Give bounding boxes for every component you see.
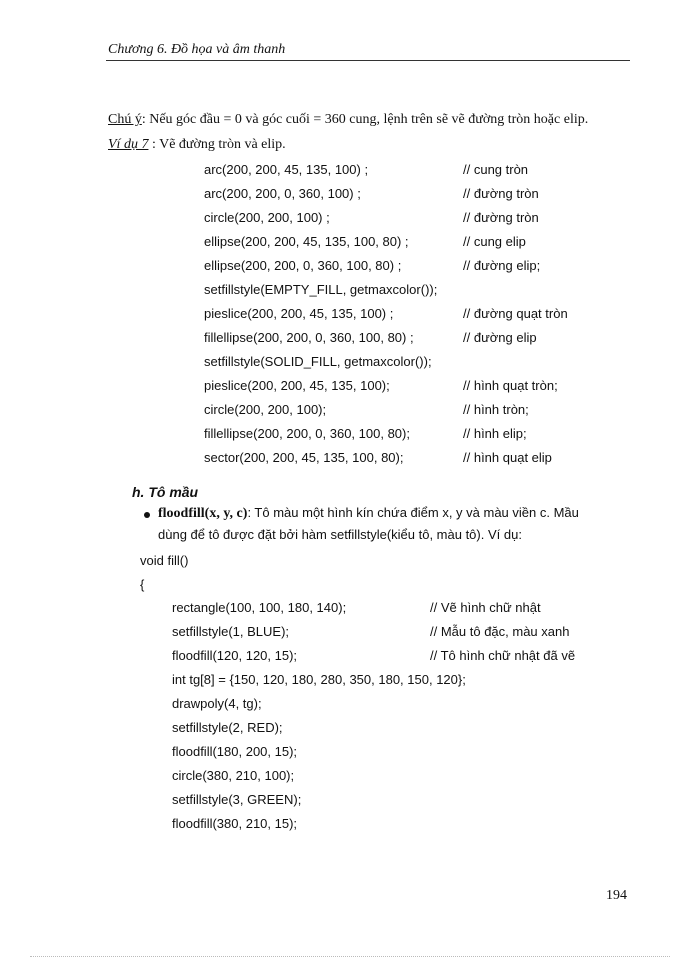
- code-line: arc(200, 200, 0, 360, 100) ;: [204, 186, 361, 201]
- code-line: arc(200, 200, 45, 135, 100) ;: [204, 162, 369, 177]
- note-line: [108, 112, 588, 128]
- page-header: Chương 6. Đồ họa và âm thanh: [108, 42, 286, 57]
- code-line: fillellipse(200, 200, 0, 360, 100, 80) ;: [204, 330, 414, 345]
- code-line: floodfill(180, 200, 15);: [172, 744, 298, 759]
- code-comment: // đường elip: [463, 330, 537, 345]
- code-comment: // hình quạt elip: [463, 450, 552, 465]
- code-line: circle(200, 200, 100);: [204, 402, 327, 417]
- bullet-icon: [144, 512, 150, 518]
- fill-signature: void fill(): [140, 553, 189, 568]
- code-line: setfillstyle(SOLID_FILL, getmaxcolor());: [204, 354, 432, 369]
- floodfill-desc: : Tô màu một hình kín chứa điểm x, y và màu viền c. Mầu: [247, 505, 579, 520]
- code-line: setfillstyle(EMPTY_FILL, getmaxcolor());: [204, 282, 438, 297]
- code-line: pieslice(200, 200, 45, 135, 100);: [204, 378, 390, 393]
- code-line: int tg[8] = {150, 120, 180, 280, 350, 180, 150, 120};: [172, 672, 466, 687]
- code-line: fillellipse(200, 200, 0, 360, 100, 80);: [204, 426, 410, 441]
- code-line: setfillstyle(3, GREEN);: [172, 792, 302, 807]
- code-comment: // Tô hình chữ nhật đã vẽ: [430, 648, 576, 663]
- code-line: sector(200, 200, 45, 135, 100, 80);: [204, 450, 404, 465]
- code-line: rectangle(100, 100, 180, 140);: [172, 600, 347, 615]
- code-comment: // cung elip: [463, 234, 526, 249]
- example-text: : Vẽ đường tròn và elip.: [148, 137, 286, 152]
- code-line: setfillstyle(1, BLUE);: [172, 624, 290, 639]
- code-comment: // đường tròn: [463, 210, 539, 225]
- code-line: floodfill(380, 210, 15);: [172, 816, 298, 831]
- floodfill-desc-line2: dùng để tô được đặt bởi hàm setfillstyle(kiểu tô, màu tô). Ví dụ:: [158, 527, 522, 542]
- code-line: ellipse(200, 200, 0, 360, 100, 80) ;: [204, 258, 402, 273]
- example-label: Ví dụ 7: [108, 137, 149, 152]
- code-line: pieslice(200, 200, 45, 135, 100) ;: [204, 306, 394, 321]
- code-comment: // đường tròn: [463, 186, 539, 201]
- code-line: ellipse(200, 200, 45, 135, 100, 80) ;: [204, 234, 409, 249]
- code-line: drawpoly(4, tg);: [172, 696, 262, 711]
- code-comment: // hình tròn;: [463, 402, 529, 417]
- code-comment: // Mẫu tô đặc, màu xanh: [430, 624, 570, 639]
- code-comment: // đường elip;: [463, 258, 541, 273]
- floodfill-func: floodfill(x, y, c): [158, 506, 248, 521]
- floodfill-desc-line1: [158, 505, 579, 522]
- bottom-rule: [30, 956, 670, 957]
- page-number: 194: [606, 888, 627, 903]
- fill-open-brace: {: [140, 577, 145, 592]
- code-line: floodfill(120, 120, 15);: [172, 648, 298, 663]
- code-line: setfillstyle(2, RED);: [172, 720, 283, 735]
- note-text: : Nếu góc đầu = 0 và góc cuối = 360 cung, lệnh trên sẽ vẽ đường tròn hoặc elip.: [141, 112, 589, 127]
- section-heading: h. Tô mầu: [132, 484, 199, 500]
- code-comment: // hình quạt tròn;: [463, 378, 558, 393]
- example-line: [108, 137, 286, 153]
- code-line: circle(200, 200, 100) ;: [204, 210, 330, 225]
- code-comment: // đường quạt tròn: [463, 306, 568, 321]
- code-comment: // Vẽ hình chữ nhật: [430, 600, 541, 615]
- code-line: circle(380, 210, 100);: [172, 768, 295, 783]
- code-comment: // cung tròn: [463, 162, 529, 177]
- note-label: Chú ý: [108, 112, 142, 127]
- header-rule: [106, 60, 630, 61]
- code-comment: // hình elip;: [463, 426, 527, 441]
